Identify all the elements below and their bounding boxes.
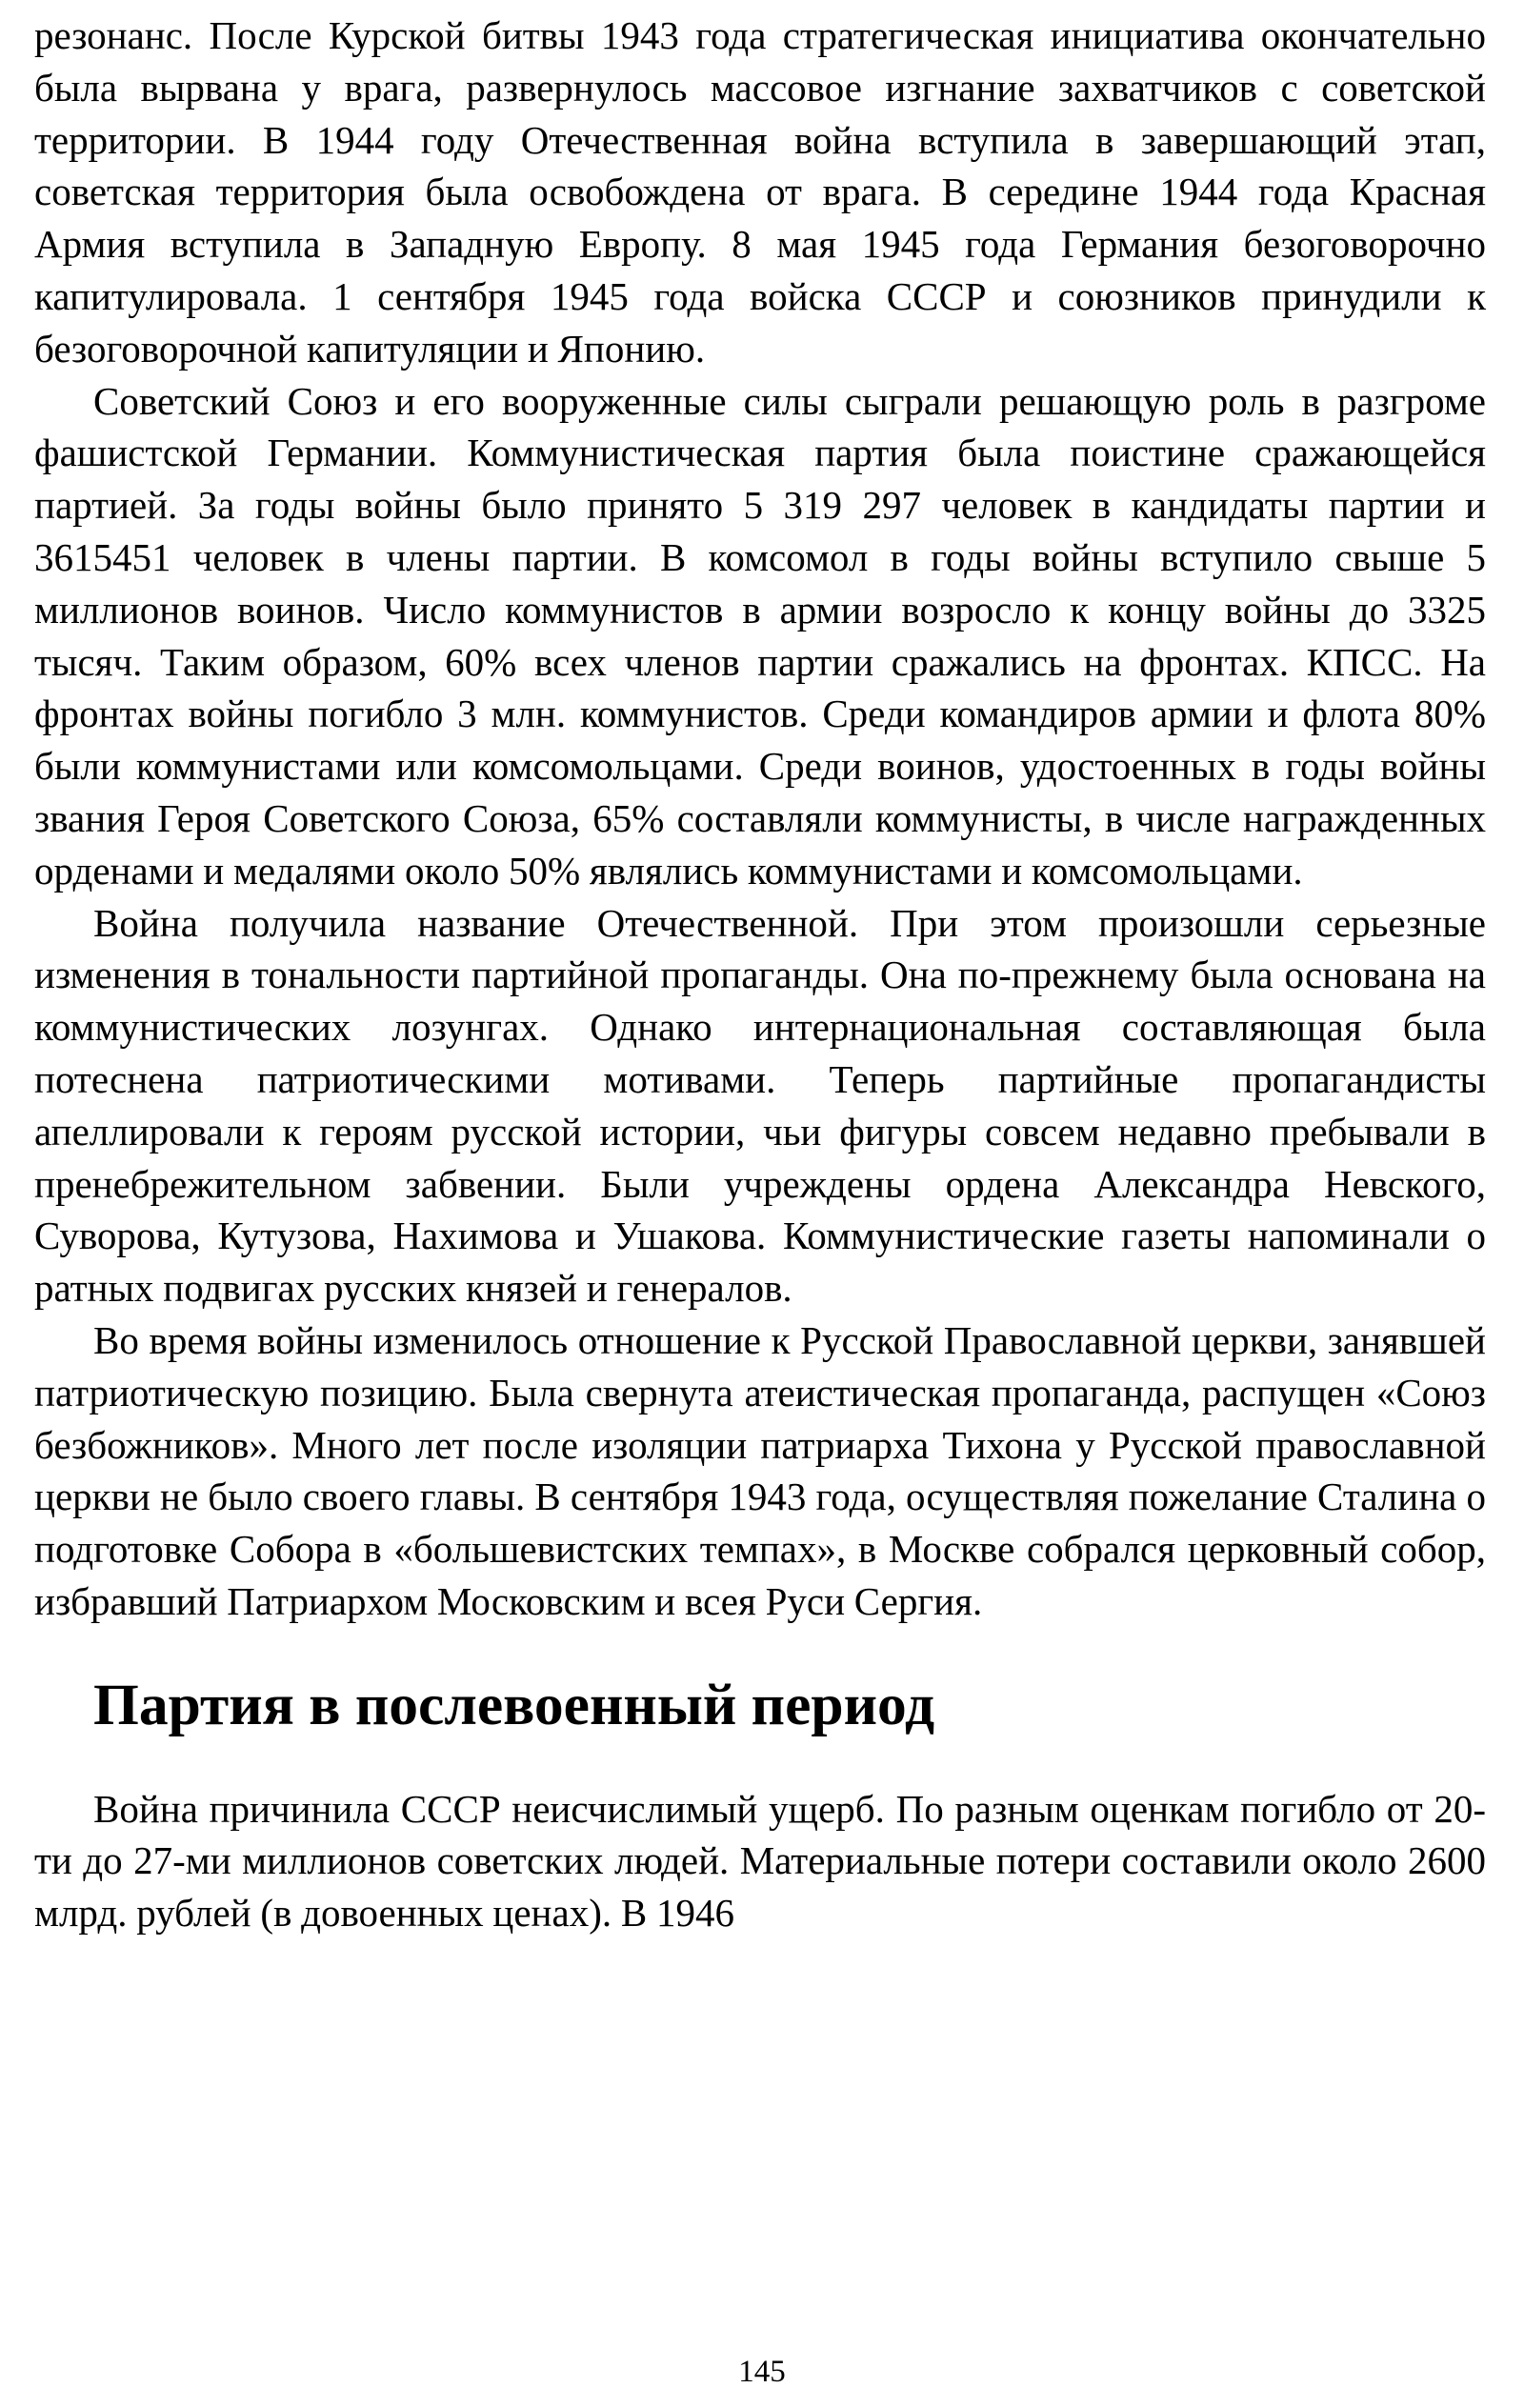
paragraph-text: Война получила название Отечественной. При этом произошли серьезные изменения в тональности партийной пропаганды. Она по-прежнему была основана на коммунистических лозунгах. Однако интернациональная составляющая была потеснена патриотическими мотивами. Теперь партийные пропагандисты апеллировали к героям русской истории, чьи фигуры совсем недавно пребывали в пренебрежительном забвении. Были учреждены ордена Александра Невского, Суворова, Кутузова, Нахимова и Ушакова. Коммунистические газеты напоминали о ратных подвигах русских князей и генералов. xyxy=(34,900,1486,1311)
paragraph-text: резонанс. После Курской битвы 1943 года стратегическая инициатива окончательно была вырвана у врага, развернулось массовое изгнание захватчиков с советской территории. В 1944 году Отечественная война вступила в завершающий этап, советская территория была освобождена от врага. В середине 1944 года Красная Армия вступила в Западную Европу. 8 мая 1945 года Германия безоговорочно капитулировала. 1 сентября 1945 года войска СССР и союзников принудили к безоговорочной капитуляции и Японию. xyxy=(34,13,1486,371)
paragraph-text: Война причинила СССР неисчислимый ущерб. По разным оценкам погибло от 20-ти до 27-ми миллионов советских людей. Материальные потери составили около 2600 млрд. рублей (в довоенных ценах). В 1946 xyxy=(34,1786,1486,1936)
section-heading: Партия в послевоенный период xyxy=(93,1672,935,1737)
paragraph-text: Во время войны изменилось отношение к Русской Православной церкви, занявшей патриотическую позицию. Была свернута атеистическая пропаганда, распущен «Союз безбожников». Много лет после изоляции патриарха Тихона у Русской православной церкви не было своего главы. В сентября 1943 года, осуществляя пожелание Сталина о подготовке Собора в «большевистских темпах», в Москве собрался церковный собор, избравший Патриархом Московским и всея Руси Сергия. xyxy=(34,1317,1486,1623)
page-number: 145 xyxy=(738,2355,786,2389)
page-body xyxy=(34,10,1486,1939)
paragraph-text: Советский Союз и его вооруженные силы сыграли решающую роль в разгроме фашистской Германии. Коммунистическая партия была поистине сражающейся партией. За годы войны было принято 5 319 297 человек в кандидаты партии и 3615451 человек в члены партии. В комсомол в годы войны вступило свыше 5 миллионов воинов. Число коммунистов в армии возросло к концу войны до 3325 тысяч. Таким образом, 60% всех членов партии сражались на фронтах. КПСС. На фронтах войны погибло 3 млн. коммунистов. Среди командиров армии и флота 80% были коммунистами или комсомольцами. Среди воинов, удостоенных в годы войны звания Героя Советского Союза, 65% составляли коммунисты, в числе награжденных орденами и медалями около 50% являлись коммунистами и комсомольцами. xyxy=(34,378,1486,893)
